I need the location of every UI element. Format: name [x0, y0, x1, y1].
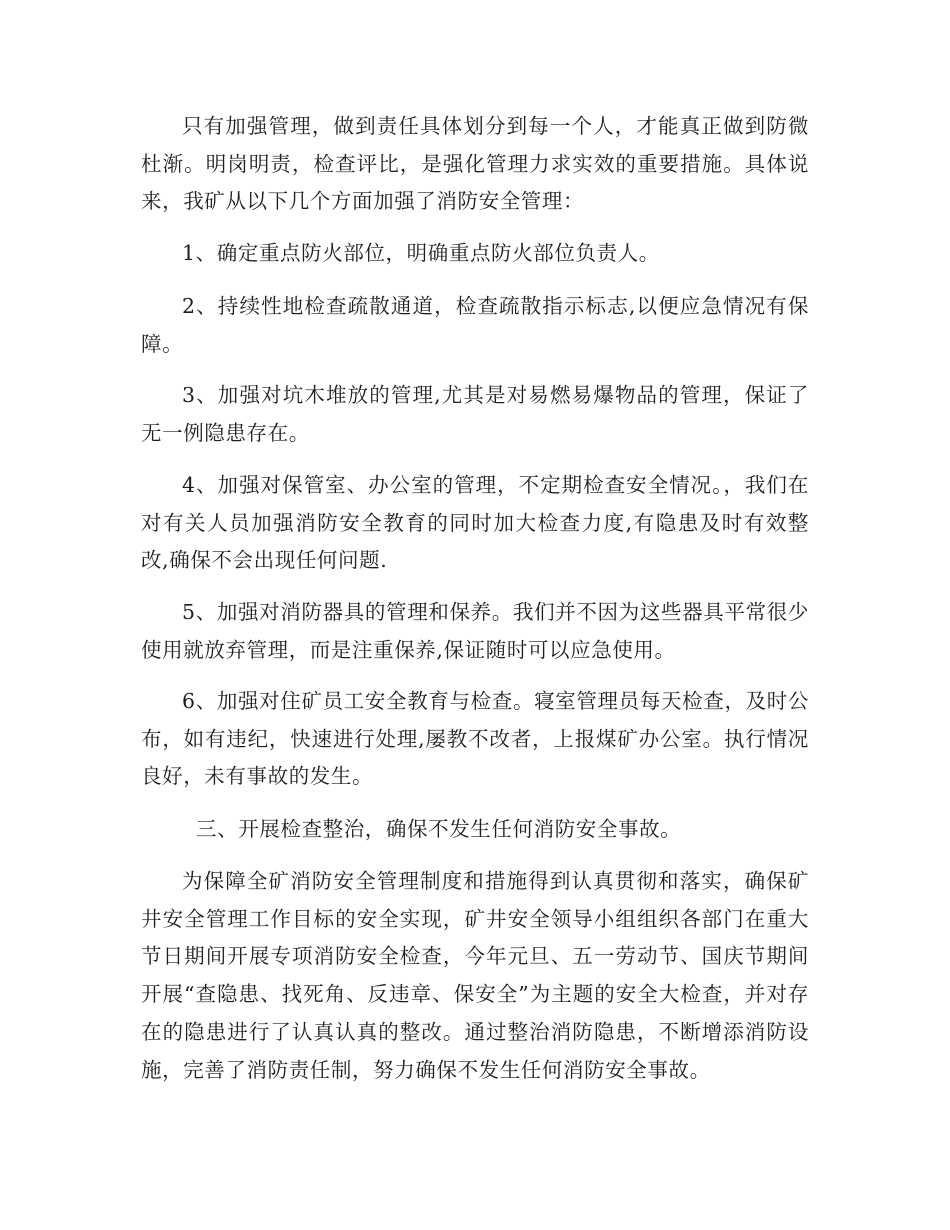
paragraph-item-5: 5、加强对消防器具的管理和保养。我们并不因为这些器具平常很少使用就放弃管理，而是注重保养,保证随时可以应急使用。	[141, 600, 809, 662]
paragraph-item-6: 6、加强对住矿员工安全教育与检查。寝室管理员每天检查，及时公布，如有违纪，快速进行处理,屡教不改者，上报煤矿办公室。执行情况良好，未有事故的发生。	[141, 689, 809, 789]
paragraph-intro: 只有加强管理，做到责任具体划分到每一个人，才能真正做到防微杜渐。明岗明责，检查评比，是强化管理力求实效的重要措施。具体说来，我矿从以下几个方面加强了消防安全管理：	[141, 114, 809, 214]
section-heading-3: 三、开展检查整治，确保不发生任何消防安全事故。	[196, 817, 682, 841]
paragraph-item-1: 1、确定重点防火部位，明确重点防火部位负责人。	[182, 241, 660, 265]
paragraph-item-4: 4、加强对保管室、办公室的管理，不定期检查安全情况。，我们在对有关人员加强消防安全教育的同时加大检查力度,有隐患及时有效整改,确保不会出现任何问题.	[141, 473, 809, 573]
paragraph-section-3-body: 为保障全矿消防安全管理制度和措施得到认真贯彻和落实，确保矿井安全管理工作目标的安全实现，矿井安全领导小组组织各部门在重大节日期间开展专项消防安全检查，今年元旦、五一劳动节、国庆节期间开展“查隐患、找死角、反违章、保安全”为主题的安全大检查，并对存在的隐患进行了认真认真的整改。通过整治消防隐患，不断增添消防设施，完善了消防责任制，努力确保不发生任何消防安全事故。	[141, 869, 809, 1082]
paragraph-item-2: 2、持续性地检查疏散通道，检查疏散指示标志,以便应急情况有保障。	[141, 294, 809, 356]
paragraph-item-3: 3、加强对坑木堆放的管理,尤其是对易燃易爆物品的管理，保证了无一例隐患存在。	[141, 383, 809, 445]
